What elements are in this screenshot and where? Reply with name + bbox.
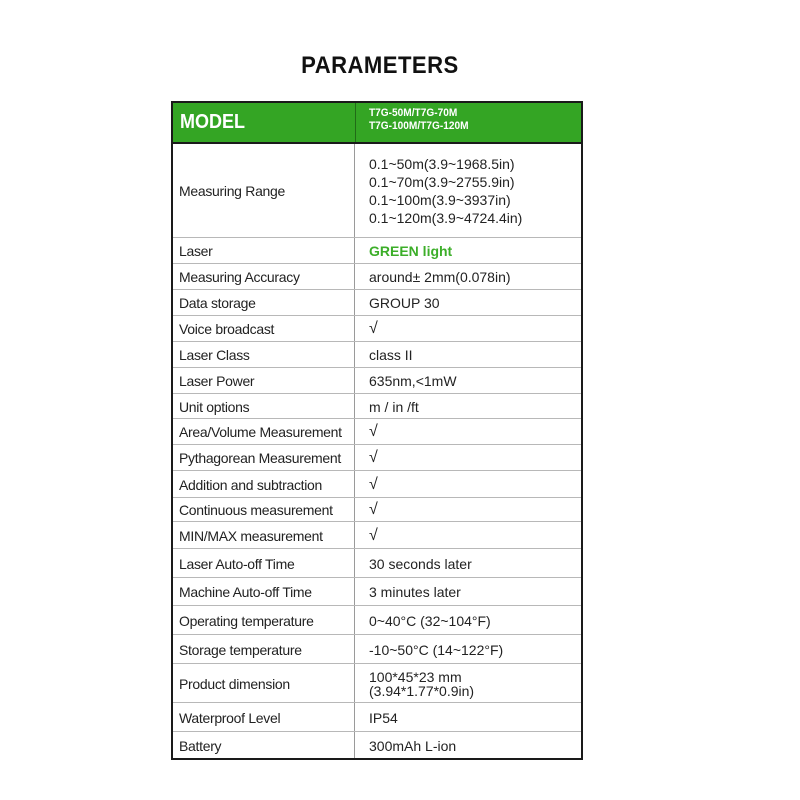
row-value [369, 242, 452, 260]
table-row [173, 606, 581, 635]
row-value [369, 320, 378, 338]
table-row [173, 238, 581, 264]
row-value [369, 268, 511, 286]
row-value-line: around± 2mm(0.078in) [369, 269, 511, 285]
table-row [173, 144, 581, 238]
row-label: Measuring Range [179, 183, 286, 199]
row-label: Continuous measurement [179, 502, 333, 518]
table-row [173, 732, 581, 759]
header-divider [355, 103, 356, 142]
row-value [369, 449, 378, 467]
table-row [173, 549, 581, 578]
row-value-line: 3 minutes later [369, 584, 461, 600]
row-label: Laser Auto-off Time [179, 555, 295, 572]
row-label: Area/Volume Measurement [179, 424, 342, 440]
row-value-line: 0.1~50m(3.9~1968.5in) [369, 156, 515, 172]
row-value-line: 635nm,<1mW [369, 373, 457, 389]
table-row [173, 368, 581, 394]
model-header-label: MODEL [180, 111, 245, 133]
row-value [369, 294, 440, 312]
checkmark-icon: √ [369, 501, 378, 518]
row-label: Product dimension [179, 675, 290, 692]
row-value-line: 0~40°C (32~104°F) [369, 612, 491, 629]
page-title: PARAMETERS [301, 52, 459, 79]
table-row [173, 578, 581, 606]
row-label: Storage temperature [179, 641, 302, 658]
row-value [369, 583, 461, 601]
model-list [369, 107, 469, 133]
row-label: Unit options [179, 398, 250, 415]
row-label: Waterproof Level [179, 709, 281, 726]
row-value [369, 423, 378, 441]
row-value-line: GREEN light [369, 243, 453, 259]
row-label: Laser Class [179, 347, 250, 363]
row-value-line: 100*45*23 mm [369, 668, 462, 685]
row-value [369, 555, 472, 573]
row-label: MIN/MAX measurement [179, 527, 323, 544]
row-value [369, 641, 503, 659]
row-value [369, 398, 419, 416]
row-value-line: GROUP 30 [369, 295, 440, 311]
row-label: Addition and subtraction [179, 476, 323, 493]
row-value [369, 501, 378, 519]
table-row [173, 264, 581, 290]
row-value-line: IP54 [369, 709, 398, 726]
checkmark-icon: √ [369, 423, 378, 440]
row-label: Measuring Accuracy [179, 269, 300, 285]
row-value-line: class II [369, 347, 413, 363]
row-value-line: 30 seconds later [369, 555, 472, 572]
row-value [369, 670, 474, 698]
row-value-line: (3.94*1.77*0.9in) [369, 682, 475, 699]
row-value-line: 0.1~100m(3.9~3937in) [369, 192, 511, 208]
row-value-line: -10~50°C (14~122°F) [369, 641, 504, 658]
table-row [173, 703, 581, 732]
row-label: Operating temperature [179, 612, 314, 629]
table-row [173, 394, 581, 419]
table-row [173, 471, 581, 498]
row-value-line: 0.1~120m(3.9~4724.4in) [369, 210, 523, 226]
parameters-table [171, 101, 583, 760]
row-label: Data storage [179, 295, 256, 311]
row-value [369, 476, 378, 494]
row-value-line: 0.1~70m(3.9~2755.9in) [369, 174, 515, 190]
row-value [369, 737, 456, 755]
row-label: Battery [179, 737, 222, 754]
row-label: Voice broadcast [179, 321, 275, 337]
row-value [369, 346, 413, 364]
row-value [369, 372, 457, 390]
checkmark-icon: √ [369, 449, 378, 466]
row-label: Machine Auto-off Time [179, 584, 312, 600]
checkmark-icon: √ [369, 475, 378, 493]
checkmark-icon: √ [369, 526, 378, 544]
row-value-line: 300mAh L-ion [369, 737, 457, 754]
table-row [173, 635, 581, 664]
table-row [173, 498, 581, 522]
table-row [173, 316, 581, 342]
row-label: Laser [179, 243, 213, 259]
model-list-line: T7G-100M/T7G-120M [369, 120, 469, 132]
model-list-line: T7G-50M/T7G-70M [369, 107, 458, 119]
row-value [369, 155, 522, 227]
table-row [173, 522, 581, 549]
row-label: Pythagorean Measurement [179, 450, 341, 466]
row-value [369, 527, 378, 545]
table-row [173, 445, 581, 471]
table-row [173, 664, 581, 703]
checkmark-icon: √ [369, 320, 378, 337]
table-header [173, 103, 581, 144]
row-value [369, 709, 398, 727]
table-row [173, 290, 581, 316]
table-row [173, 419, 581, 445]
table-row [173, 342, 581, 368]
row-value [369, 612, 491, 630]
row-value-line: m / in /ft [369, 398, 419, 415]
row-label: Laser Power [179, 373, 255, 389]
